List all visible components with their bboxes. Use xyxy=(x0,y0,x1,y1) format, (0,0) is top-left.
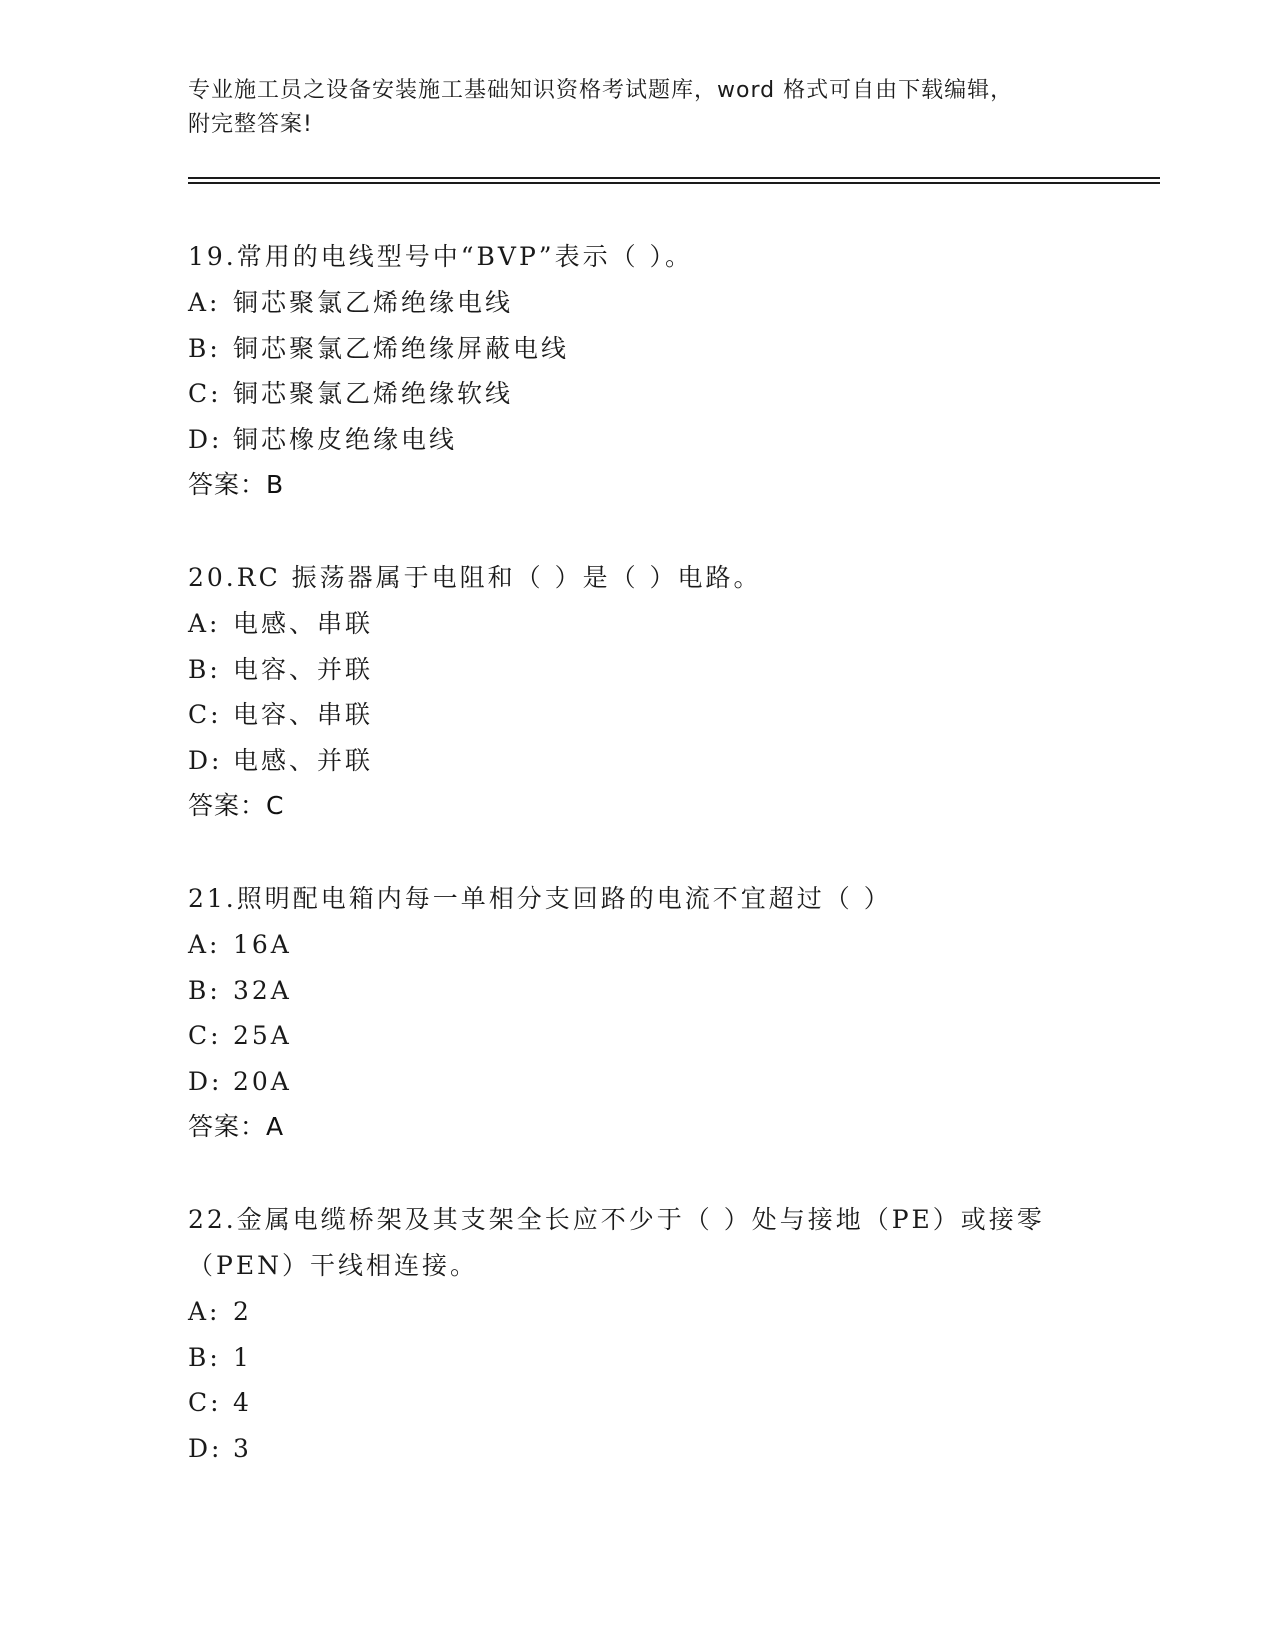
option-letter: C: xyxy=(188,700,222,729)
question-22 xyxy=(188,1197,1088,1471)
option-b xyxy=(188,647,1088,693)
option-text: 电感、并联 xyxy=(233,745,374,775)
option-text: 4 xyxy=(233,1388,252,1417)
option-text: 铜芯聚氯乙烯绝缘屏蔽电线 xyxy=(233,333,570,363)
option-a xyxy=(188,601,1088,647)
option-b xyxy=(188,326,1088,372)
option-d xyxy=(188,738,1088,784)
header-divider-top xyxy=(188,177,1160,179)
answer-line: 答案：C xyxy=(188,791,285,820)
option-letter: C: xyxy=(188,1021,222,1050)
option-text: 铜芯聚氯乙烯绝缘软线 xyxy=(233,379,514,408)
option-letter: A: xyxy=(188,288,221,317)
option-text: 20A xyxy=(233,1066,292,1096)
option-text: 2 xyxy=(233,1297,252,1326)
question-19 xyxy=(188,234,1088,507)
header-line-2: 附完整答案! xyxy=(188,112,313,137)
option-text: 铜芯橡皮绝缘电线 xyxy=(233,424,458,454)
question-stem: 21.照明配电箱内每一单相分支回路的电流不宜超过（ ） xyxy=(188,884,892,913)
option-c xyxy=(188,1013,1088,1059)
option-d xyxy=(188,1059,1088,1105)
option-text: 3 xyxy=(233,1433,252,1463)
option-text: 16A xyxy=(233,930,292,959)
option-letter: D: xyxy=(188,1066,223,1096)
option-letter: A: xyxy=(188,609,221,638)
option-d xyxy=(188,1426,1088,1472)
header-divider-bottom xyxy=(188,182,1160,184)
option-text: 铜芯聚氯乙烯绝缘电线 xyxy=(233,288,514,317)
question-stem: 19.常用的电线型号中“BVP”表示（ ）。 xyxy=(188,242,694,271)
option-letter: D: xyxy=(188,745,223,775)
question-stem: 22.金属电缆桥架及其支架全长应不少于（ ）处与接地（PE）或接零（PEN）干线相连接。 xyxy=(188,1205,1045,1280)
option-text: 电容、串联 xyxy=(233,700,374,729)
option-c xyxy=(188,692,1088,738)
option-letter: D: xyxy=(188,424,223,454)
option-letter: C: xyxy=(188,379,222,408)
option-b xyxy=(188,1335,1088,1381)
option-a xyxy=(188,280,1088,326)
document-header xyxy=(188,74,1088,142)
question-stem: 20.RC 振荡器属于电阻和（ ）是（ ）电路。 xyxy=(188,563,762,592)
option-b xyxy=(188,968,1088,1014)
header-line-1: 专业施工员之设备安装施工基础知识资格考试题库，word 格式可自由下载编辑， xyxy=(188,78,1014,103)
option-c xyxy=(188,371,1088,417)
option-text: 电感、串联 xyxy=(233,609,374,638)
option-letter: A: xyxy=(188,1297,221,1326)
option-letter: B: xyxy=(188,654,221,684)
option-c xyxy=(188,1380,1088,1426)
option-text: 32A xyxy=(233,975,292,1005)
option-d xyxy=(188,417,1088,463)
question-20 xyxy=(188,555,1088,828)
option-letter: B: xyxy=(188,1342,221,1372)
option-letter: A: xyxy=(188,930,221,959)
question-21 xyxy=(188,876,1088,1149)
option-letter: B: xyxy=(188,333,221,363)
answer-line: 答案：B xyxy=(188,470,285,499)
option-text: 1 xyxy=(233,1342,252,1372)
option-letter: D: xyxy=(188,1433,223,1463)
option-letter: B: xyxy=(188,975,221,1005)
option-a xyxy=(188,1289,1088,1335)
option-letter: C: xyxy=(188,1388,222,1417)
option-a xyxy=(188,922,1088,968)
option-text: 25A xyxy=(233,1021,292,1050)
option-text: 电容、并联 xyxy=(233,654,374,684)
answer-line: 答案：A xyxy=(188,1112,285,1141)
